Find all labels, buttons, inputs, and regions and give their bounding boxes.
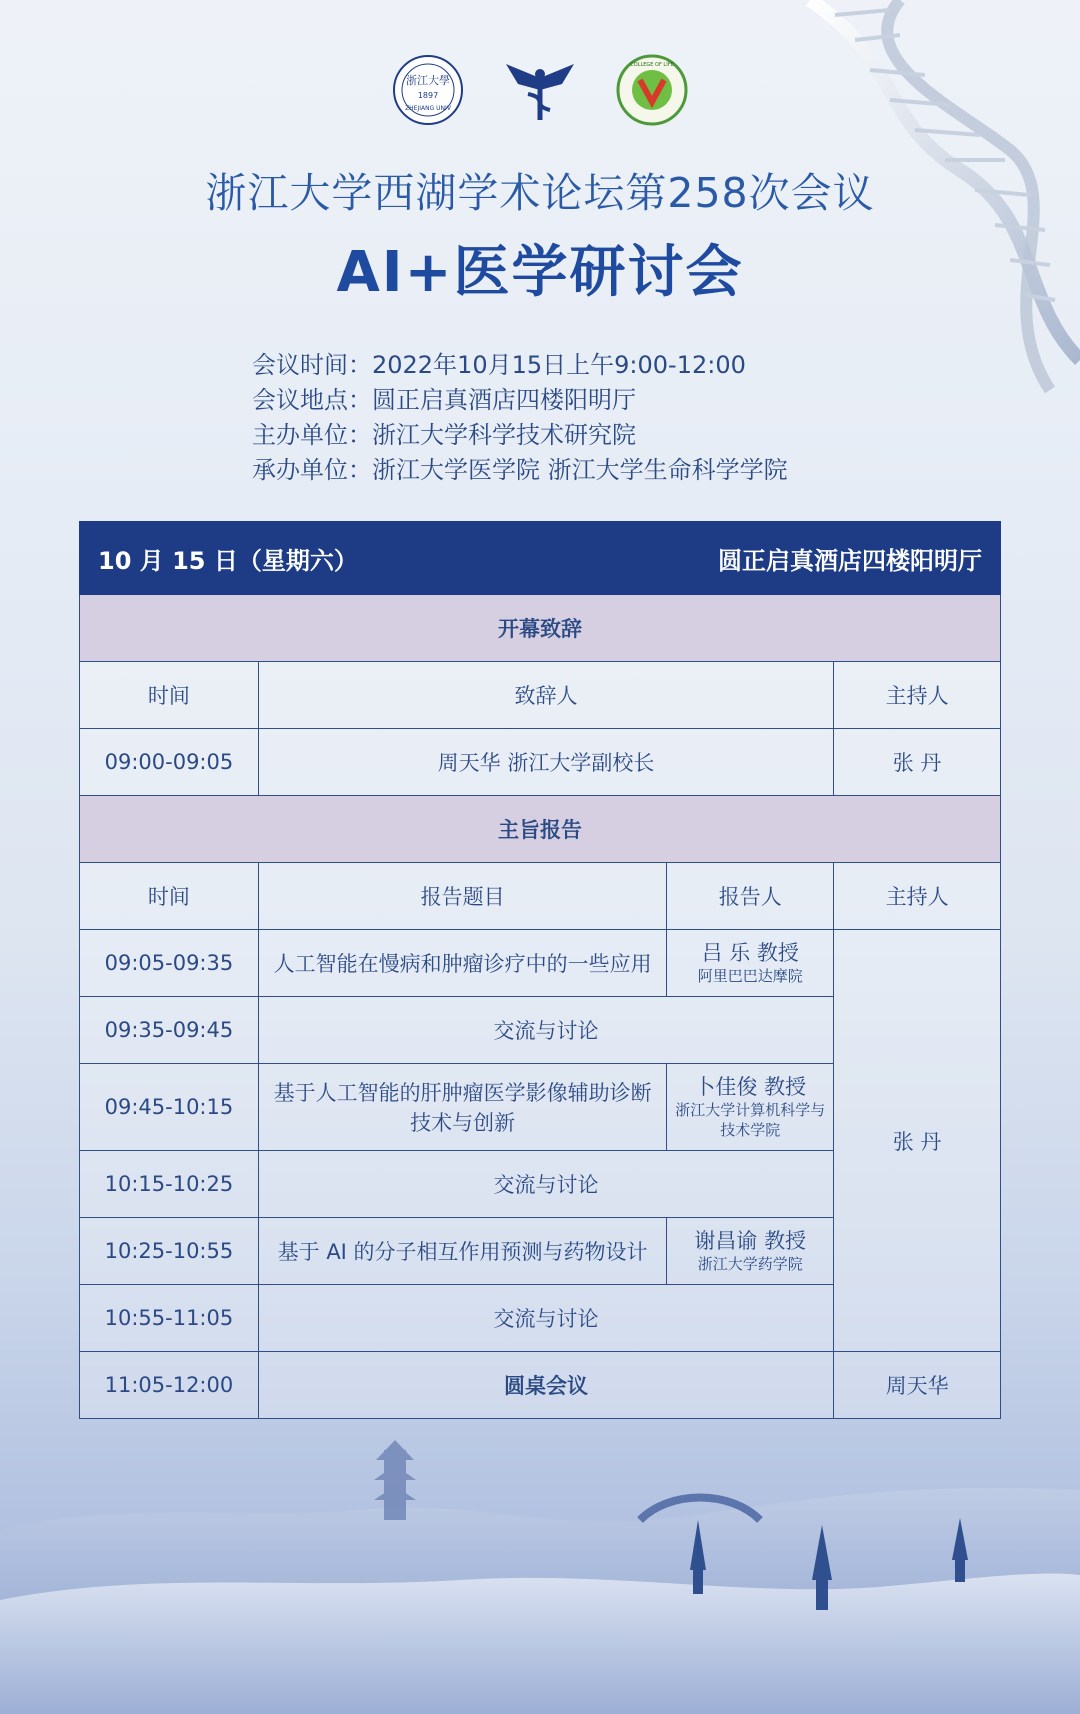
info-value: 2022年10月15日上午9:00-12:00 <box>372 351 746 379</box>
col-header-host: 主持人 <box>834 863 1001 930</box>
info-value: 浙江大学科学技术研究院 <box>372 421 636 449</box>
meeting-info <box>252 348 788 488</box>
col-header-time: 时间 <box>80 863 259 930</box>
forum-title: 浙江大学西湖学术论坛第258次会议 <box>205 169 875 217</box>
svg-text:1897: 1897 <box>417 91 439 100</box>
column-header-row <box>80 662 1001 729</box>
table-row <box>80 729 1001 796</box>
table-row <box>80 1352 1001 1419</box>
row-topic: 交流与讨论 <box>258 1285 833 1352</box>
row-topic: 交流与讨论 <box>258 1151 833 1218</box>
section-title-keynote: 主旨报告 <box>80 796 1001 863</box>
info-venue <box>252 383 788 418</box>
row-speaker: 周天华 浙江大学副校长 <box>258 729 833 796</box>
caduceus-wings-icon <box>504 54 576 126</box>
schedule-date: 10 月 15 日（星期六） <box>80 522 667 595</box>
speaker-affiliation: 浙江大学计算机科学与技术学院 <box>675 1101 826 1139</box>
west-lake-scenery <box>0 1420 1080 1714</box>
row-time: 10:55-11:05 <box>80 1285 259 1352</box>
speaker-name: 卜佳俊 教授 <box>694 1075 807 1099</box>
info-value: 圆正启真酒店四楼阳明厅 <box>372 386 636 414</box>
col-header-speaker: 致辞人 <box>258 662 833 729</box>
schedule-header <box>80 522 1001 595</box>
schedule-table <box>79 521 1001 1419</box>
row-host: 周天华 <box>834 1352 1001 1419</box>
speaker-affiliation: 浙江大学药学院 <box>697 1255 803 1273</box>
row-time: 09:35-09:45 <box>80 997 259 1064</box>
col-header-time: 时间 <box>80 662 259 729</box>
section-row <box>80 595 1001 662</box>
info-label: 主办单位： <box>252 421 372 449</box>
column-header-row <box>80 863 1001 930</box>
row-speaker <box>667 1064 834 1151</box>
row-speaker <box>667 1218 834 1285</box>
info-organizer <box>252 418 788 453</box>
svg-text:COLLEGE OF LIFE: COLLEGE OF LIFE <box>630 62 674 68</box>
row-topic: 交流与讨论 <box>258 997 833 1064</box>
symposium-title: AI+医学研讨会 <box>336 240 744 305</box>
row-topic: 圆桌会议 <box>258 1352 833 1419</box>
section-row <box>80 796 1001 863</box>
info-label: 承办单位： <box>252 456 372 484</box>
row-time: 10:15-10:25 <box>80 1151 259 1218</box>
section-title-opening: 开幕致辞 <box>80 595 1001 662</box>
svg-text:ZHEJIANG UNIV: ZHEJIANG UNIV <box>405 105 451 112</box>
speaker-name: 谢昌谕 教授 <box>694 1229 807 1253</box>
schedule-venue: 圆正启真酒店四楼阳明厅 <box>667 522 1001 595</box>
speaker-name: 吕 乐 教授 <box>701 941 799 965</box>
info-time <box>252 348 788 383</box>
logo-row <box>0 54 1080 126</box>
row-time: 09:45-10:15 <box>80 1064 259 1151</box>
row-host: 张 丹 <box>834 729 1001 796</box>
table-row <box>80 930 1001 997</box>
row-time: 09:00-09:05 <box>80 729 259 796</box>
keynote-host: 张 丹 <box>834 930 1001 1352</box>
college-of-life-sciences-icon <box>616 54 688 126</box>
row-topic: 人工智能在慢病和肿瘤诊疗中的一些应用 <box>258 930 666 997</box>
info-label: 会议地点： <box>252 386 372 414</box>
col-header-speaker: 报告人 <box>667 863 834 930</box>
info-label: 会议时间： <box>252 351 372 379</box>
row-speaker <box>667 930 834 997</box>
row-topic: 基于人工智能的肝肿瘤医学影像辅助诊断技术与创新 <box>258 1064 666 1151</box>
row-time: 11:05-12:00 <box>80 1352 259 1419</box>
row-time: 09:05-09:35 <box>80 930 259 997</box>
zju-seal-icon <box>392 54 464 126</box>
info-host-units <box>252 453 788 488</box>
row-topic: 基于 AI 的分子相互作用预测与药物设计 <box>258 1218 666 1285</box>
svg-text:浙江大學: 浙江大學 <box>406 74 450 87</box>
col-header-host: 主持人 <box>834 662 1001 729</box>
row-time: 10:25-10:55 <box>80 1218 259 1285</box>
info-value: 浙江大学医学院 浙江大学生命科学学院 <box>372 456 788 484</box>
col-header-topic: 报告题目 <box>258 863 666 930</box>
speaker-affiliation: 阿里巴巴达摩院 <box>697 967 803 985</box>
